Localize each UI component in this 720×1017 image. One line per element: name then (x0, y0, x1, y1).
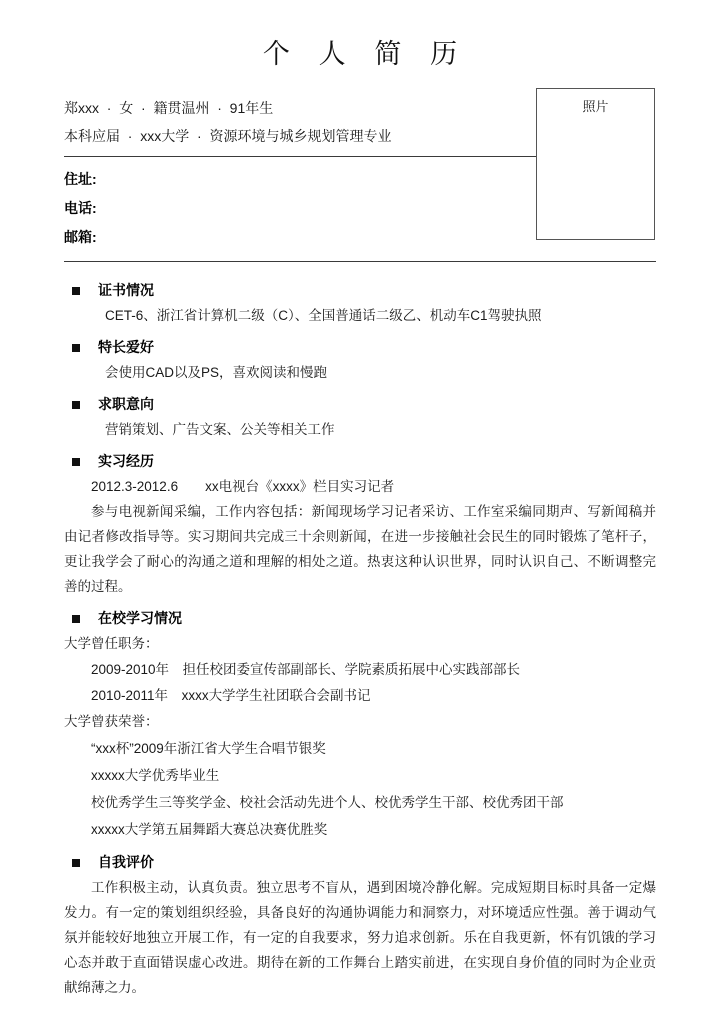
section-heading-internship (64, 449, 656, 474)
internship-entry-date: 2012.3-2012.6 (91, 479, 179, 495)
square-bullet-icon (72, 401, 80, 409)
school-position-row (64, 657, 656, 683)
page-title: 个 人 简 历 (262, 39, 469, 69)
section-heading-label: 自我评价 (98, 854, 154, 871)
school-honor-item: xxxxx大学优秀毕业生 (91, 768, 220, 784)
section-heading-objective (64, 392, 656, 417)
section-internship (64, 449, 656, 599)
section-skills (64, 335, 656, 385)
school-position-years: 2009-2010年 (91, 662, 170, 678)
internship-entry-gap (178, 479, 205, 494)
internship-entry-title: xx电视台《xxxx》栏目实习记者 (205, 479, 395, 495)
school-position-role: 担任校团委宣传部副部长、学院素质拓展中心实践部部长 (182, 662, 521, 678)
self-evaluation-content: 工作积极主动，认真负责。独立思考不盲从，遇到困境冷静化解。完成短期目标时具备一定爆发力。有一定的策划组织经验，具备良好的沟通协调能力和洞察力，对环境适应性强。善于调动气氛并能较好地独立开展工作，有一定的自我要求，努力追求创新。乐在自我更新，怀有饥饿的学习心态并敢于直面错误虚心改进。期待在新的工作舞台上踏实前进，在实现自身价值的同时为企业贡献绵薄之力。 (64, 880, 656, 996)
school-honor-item: 校优秀学生三等奖学金、校社会活动先进个人、校优秀学生干部、校优秀团干部 (91, 795, 564, 811)
identity-line-education: 本科应届 · xxx大学 · 资源环境与城乡规划管理专业 (64, 128, 392, 145)
school-position-row (64, 683, 656, 709)
section-heading-label: 证书情况 (98, 282, 154, 299)
section-objective (64, 392, 656, 442)
school-honors-label: 大学曾获荣誉： (64, 714, 159, 730)
internship-entry (64, 474, 656, 499)
skills-content: 会使用CAD以及PS，喜欢阅读和慢跑 (105, 365, 328, 381)
certificates-content: CET-6、浙江省计算机二级（C）、全国普通话二级乙、机动车C1驾驶执照 (105, 308, 542, 324)
section-heading-skills (64, 335, 656, 360)
identity-line-personal: 郑xxx · 女 · 籍贯温州 · 91年生 (64, 100, 274, 117)
contact-address-label: 住址: (64, 171, 97, 188)
internship-description: 参与电视新闻采编，工作内容包括：新闻现场学习记者采访、工作室采编同期声、写新闻稿并由记者修改指导等。实习期间共完成三十余则新闻，在进一步接触社会民生的同时锻炼了笔杆子，更让我学会了耐心的沟通之道和理解的相处之道。热衷这种认识世界，同时认识自己、不断调整完善的过程。 (64, 504, 656, 595)
school-honor-item: “xxx杯”2009年浙江省大学生合唱节银奖 (91, 741, 326, 757)
school-honor-item: xxxxx大学第五届舞蹈大赛总决赛优胜奖 (91, 822, 328, 838)
school-position-role: xxxx大学学生社团联合会副书记 (181, 688, 371, 704)
section-self-evaluation (64, 850, 656, 1000)
objective-content: 营销策划、广告文案、公关等相关工作 (105, 422, 335, 438)
contact-email-label: 邮箱: (64, 229, 97, 246)
school-position-years: 2010-2011年 (91, 688, 169, 704)
photo-placeholder-label: 照片 (582, 99, 609, 114)
square-bullet-icon (72, 344, 80, 352)
square-bullet-icon (72, 859, 80, 867)
section-heading-self-evaluation (64, 850, 656, 875)
square-bullet-icon (72, 287, 80, 295)
section-heading-label: 实习经历 (98, 453, 154, 470)
school-positions-label: 大学曾任职务： (64, 636, 159, 652)
section-heading-label: 在校学习情况 (98, 610, 182, 627)
section-heading-certificates (64, 278, 656, 303)
section-school (64, 606, 656, 843)
section-heading-label: 求职意向 (98, 396, 154, 413)
section-heading-school (64, 606, 656, 631)
square-bullet-icon (72, 615, 80, 623)
school-position-gap (168, 688, 182, 703)
section-heading-label: 特长爱好 (98, 339, 154, 356)
square-bullet-icon (72, 458, 80, 466)
photo-placeholder-box (536, 88, 655, 240)
section-certificates (64, 278, 656, 328)
school-position-gap (169, 662, 183, 677)
sections-container (64, 262, 656, 1000)
contact-phone-label: 电话: (64, 200, 97, 217)
